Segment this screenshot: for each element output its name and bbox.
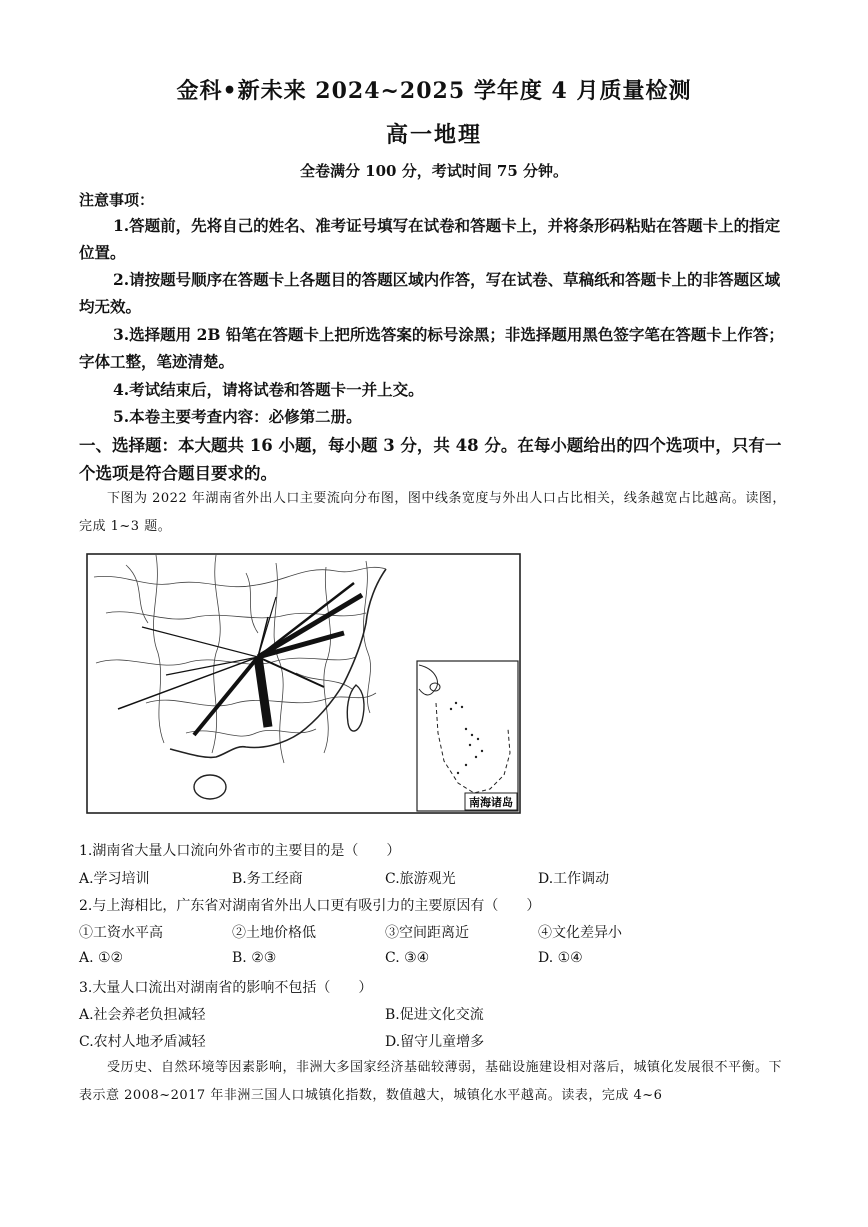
notice-item-5: 5.本卷主要考查内容：必修第二册。 [113,407,362,426]
q2-item-4: ④文化差异小 [538,925,622,941]
inset-map [417,661,518,811]
q3-option-d: D.留守儿童增多 [385,1034,485,1050]
q1-option-b: B.务工经商 [232,871,303,887]
q2-option-d: D. ①④ [538,950,583,966]
q2-option-a: A. ①② [79,950,124,966]
q2-option-b: B. ②③ [232,950,277,966]
notice-item-2: 2.请按题号顺序在答题卡上各题目的答题区域内作答，写在试卷、草稿纸和答题卡上的非答题区域均无效。 [79,270,781,316]
intro-paragraph-1: 下图为 2022 年湖南省外出人口主要流向分布图，图中线条宽度与外出人口占比相关，线条越宽占比越高。读图，完成 1~3 题。 [79,491,786,534]
q2-item-3: ③空间距离近 [385,925,469,941]
q1-option-c: C.旅游观光 [385,871,456,887]
exam-title: 金科•新未来 2024~2025 学年度 4 月质量检测 [176,78,692,104]
exam-subject: 高一地理 [385,122,482,148]
score-line: 全卷满分 100 分，考试时间 75 分钟。 [299,162,569,180]
notice-item-4: 4.考试结束后，请将试卷和答题卡一并上交。 [113,380,424,399]
q2-item-2: ②土地价格低 [232,925,316,941]
population-flow-map [86,553,522,815]
notice-heading: 注意事项： [79,191,155,209]
q3-option-c: C.农村人地矛盾减轻 [79,1034,206,1050]
q3-option-a: A.社会养老负担减轻 [79,1007,206,1023]
notice-item-1: 1.答题前，先将自己的姓名、准考证号填写在试卷和答题卡上，并将条形码粘贴在答题卡上的指定位置。 [79,216,781,262]
q2-item-1: ①工资水平高 [79,925,163,941]
question-1-stem: 1.湖南省大量人口流向外省市的主要目的是（ ） [79,843,401,859]
notice-item-3: 3.选择题用 2B 铅笔在答题卡上把所选答案的标号涂黑；非选择题用黑色签字笔在答题卡上作答；字体工整，笔迹清楚。 [79,325,784,371]
q3-option-b: B.促进文化交流 [385,1007,484,1023]
section-heading: 一、选择题：本大题共 16 小题，每小题 3 分，共 48 分。在每小题给出的四个选项中，只有一个选项是符合题目要求的。 [79,436,782,483]
inset-label: 南海诸岛 [469,796,513,809]
question-2-stem: 2.与上海相比，广东省对湖南省外出人口更有吸引力的主要原因有（ ） [79,898,541,914]
intro-paragraph-2: 受历史、自然环境等因素影响，非洲大多国家经济基础较薄弱，基础设施建设相对落后，城镇化发展很不平衡。下表示意 2008~2017 年非洲三国人口城镇化指数，数值越大，城镇化水平越高。读表，完成 4~6 [79,1060,783,1103]
q1-option-d: D.工作调动 [538,871,610,887]
q2-option-c: C. ③④ [385,950,430,966]
q1-option-a: A.学习培训 [79,871,150,887]
question-3-stem: 3.大量人口流出对湖南省的影响不包括（ ） [79,980,373,996]
